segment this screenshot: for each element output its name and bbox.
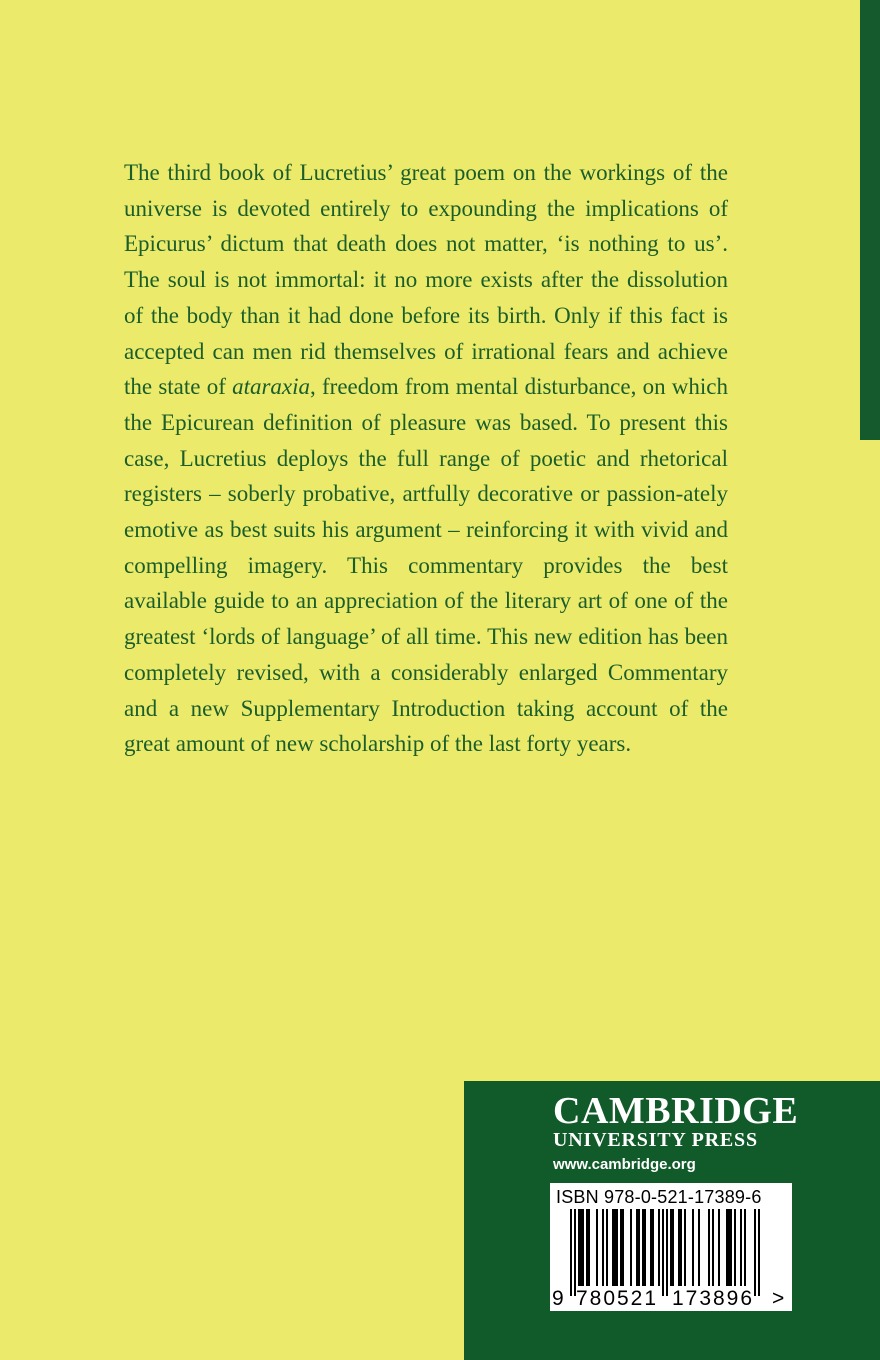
barcode-bar	[698, 1209, 700, 1286]
blurb-text-part-1: The third book of Lucretius’ great poem on the workings of the universe is devoted entirely to expounding the implications of Epicurus’ dictum that death does not matter, ‘is nothing to us’. The soul is not immortal: it no more exists after the dissolution of the body than it had done before its birth. Only if this fact is accepted can men rid themselves of irrational fears and achieve the state of	[124, 160, 728, 400]
barcode	[550, 1183, 792, 1311]
barcode-bar	[642, 1209, 644, 1286]
barcode-bar	[636, 1209, 638, 1286]
barcode-guard-bar	[758, 1209, 760, 1296]
barcode-bar	[614, 1209, 616, 1286]
barcode-bar	[622, 1209, 624, 1286]
barcode-bar	[644, 1209, 646, 1286]
barcode-bar	[708, 1209, 710, 1286]
publisher-panel	[464, 1081, 880, 1360]
barcode-box	[550, 1183, 792, 1311]
barcode-bar	[678, 1209, 680, 1286]
barcode-bar	[650, 1209, 652, 1286]
barcode-bar	[638, 1209, 640, 1286]
barcode-guard-bar	[570, 1209, 572, 1296]
barcode-bar	[606, 1209, 608, 1286]
barcode-bar	[734, 1209, 736, 1286]
barcode-bar	[612, 1209, 614, 1286]
spine-color-strip	[860, 0, 880, 440]
barcode-bar	[658, 1209, 660, 1286]
barcode-bar	[630, 1209, 632, 1286]
barcode-end-mark: >	[772, 1287, 785, 1310]
barcode-bar	[730, 1209, 732, 1286]
barcode-bar	[586, 1209, 588, 1286]
barcode-guard-bar	[666, 1209, 668, 1296]
barcode-bar	[652, 1209, 654, 1286]
barcode-digits	[552, 1287, 784, 1310]
barcode-bar	[580, 1209, 582, 1286]
barcode-bar	[582, 1209, 584, 1286]
blurb-italic-term: ataraxia	[232, 374, 311, 400]
barcode-guard-bar	[574, 1209, 576, 1296]
publisher-url: www.cambridge.org	[553, 1156, 696, 1173]
barcode-bar	[670, 1209, 672, 1286]
barcode-bar	[712, 1209, 714, 1286]
barcode-lead-digit: 9	[552, 1287, 564, 1310]
publisher-name: CAMBRIDGE	[553, 1090, 799, 1132]
barcode-bar	[602, 1209, 604, 1286]
barcode-bar	[620, 1209, 622, 1286]
barcode-bar	[578, 1209, 580, 1286]
barcode-bar	[726, 1209, 728, 1286]
barcode-bar	[680, 1209, 682, 1286]
barcode-bar	[718, 1209, 720, 1286]
barcode-guard-bar	[754, 1209, 756, 1296]
isbn-label: ISBN 978-0-521-17389-6	[556, 1187, 762, 1207]
blurb-text-part-2: , freedom from mental disturbance, on which the Epicurean definition of pleasure was based. To present this case, Lucretius deploys the full range of poetic and rhetorical registers – soberly probative, artfully decorative or passion-ately emotive as best suits his argument – reinforcing it with vivid and compelling imagery. This commentary provides the best available guide to an appreciation of the literary art of one of the greatest ‘lords of language’ of all time. This new edition has been completely revised, with a considerably enlarged Commentary and a new Supplementary Introduction taking account of the great amount of new scholarship of the last forty years.	[124, 374, 728, 757]
barcode-bar	[684, 1209, 686, 1286]
barcode-bar	[744, 1209, 746, 1286]
barcode-left-digits: 780521	[576, 1287, 656, 1310]
barcode-bar	[672, 1209, 674, 1286]
barcode-bars	[570, 1209, 760, 1296]
barcode-bar	[728, 1209, 730, 1286]
barcode-bar	[692, 1209, 694, 1286]
barcode-bar	[596, 1209, 598, 1286]
publisher-subtitle: UNIVERSITY PRESS	[553, 1129, 758, 1151]
barcode-bar	[616, 1209, 618, 1286]
back-cover-blurb	[124, 155, 728, 762]
barcode-right-digits: 173896	[672, 1287, 752, 1310]
barcode-bar	[740, 1209, 742, 1286]
barcode-guard-bar	[662, 1209, 664, 1296]
barcode-bar	[588, 1209, 590, 1286]
